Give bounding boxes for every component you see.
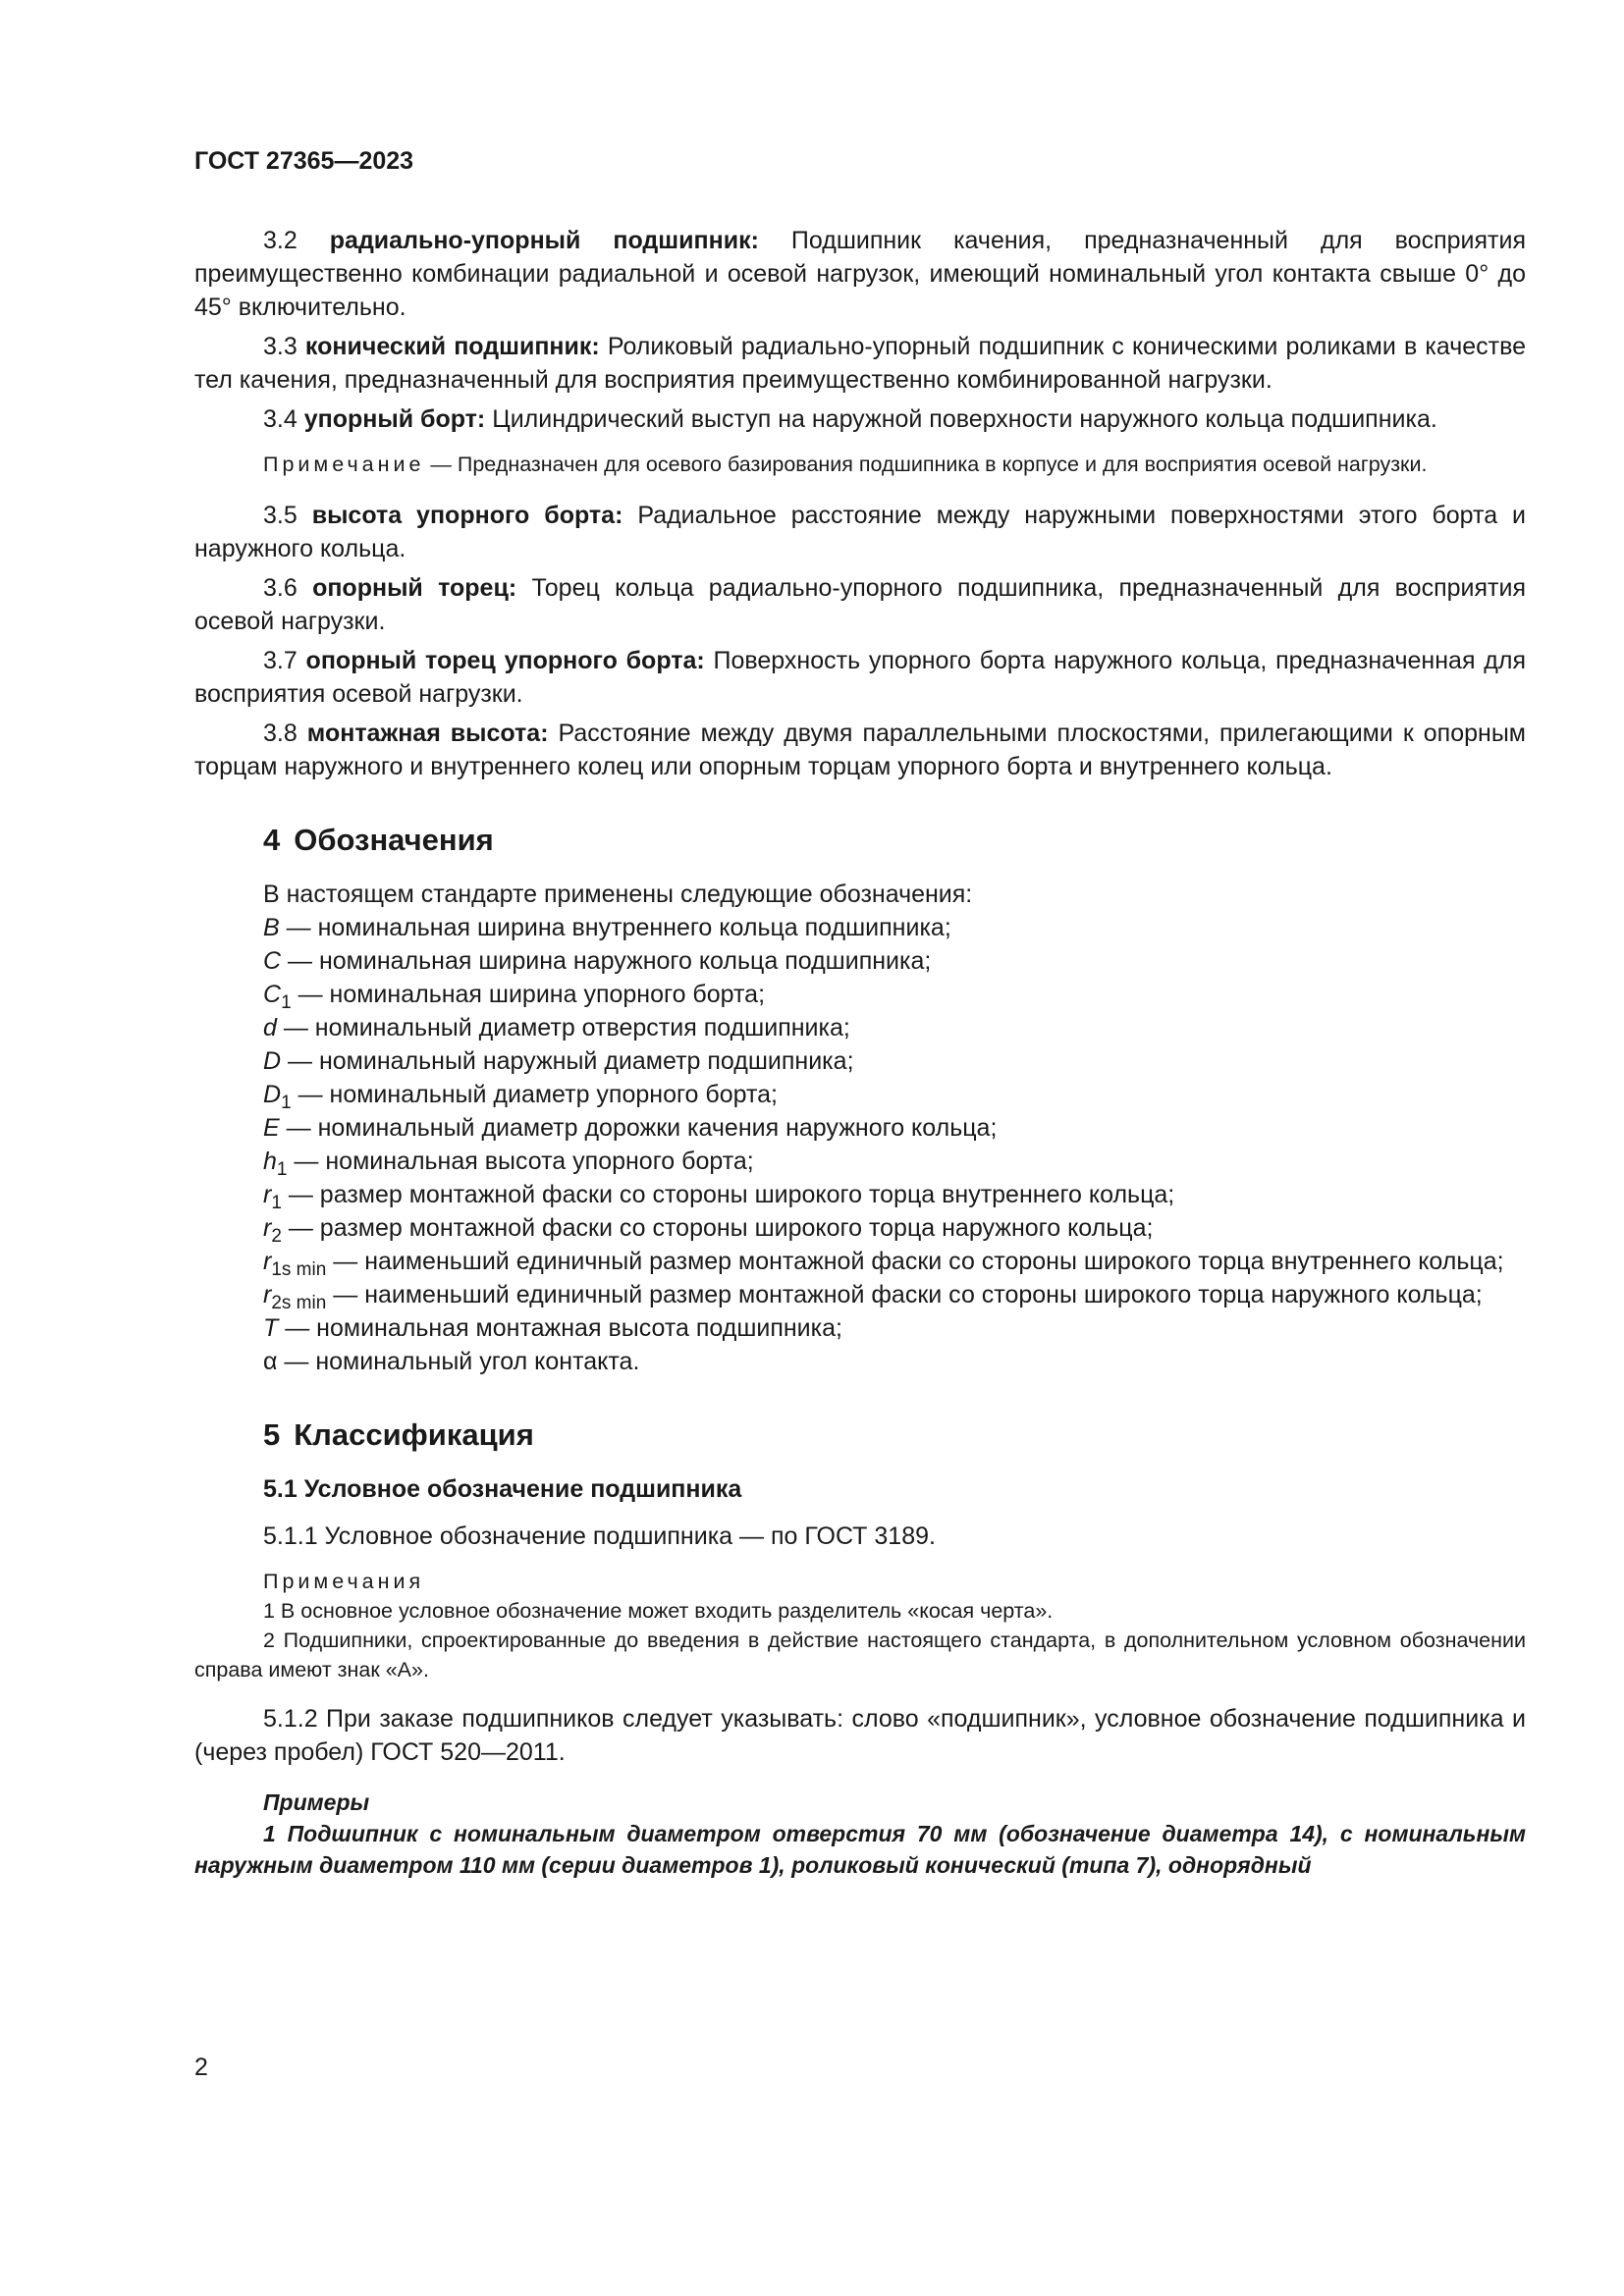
symbol-item: d — номинальный диаметр отверстия подшипника; — [263, 1014, 850, 1041]
examples-block — [194, 1787, 1526, 1881]
note-3-4: Примечание — Предназначен для осевого базирования подшипника в корпусе и для восприятия осевой нагрузки. — [263, 453, 1428, 476]
symbol-item: C — номинальная ширина наружного кольца подшипника; — [263, 947, 932, 975]
section-4-heading: 4 Обозначения — [263, 823, 494, 857]
notes-block — [194, 1567, 1526, 1684]
term-3-2: 3.2 радиально-упорный подшипник: Подшипник качения, предназначенный для восприятия преимущественно комбинации радиальной и осевой нагрузок, имеющий номинальный угол контакта свыше 0° до 45° включительно. — [194, 227, 1526, 321]
symbol-item: $r_{1s min}$ — наименьший единичный размер монтажной фаски со стороны широкого торца внутреннего кольца; — [263, 1248, 1504, 1280]
symbol-item: $h_1$ — номинальная высота упорного борта; — [263, 1148, 754, 1180]
paragraph-5-1-1: 5.1.1 Условное обозначение подшипника — по ГОСТ 3189. — [263, 1522, 936, 1550]
symbol-item: $D_1$ — номинальный диаметр упорного борта; — [263, 1081, 778, 1113]
term-3-4: 3.4 упорный борт: Цилиндрический выступ на наружной поверхности наружного кольца подшипника. — [263, 405, 1437, 433]
term-3-7: 3.7 опорный торец упорного борта: Поверхность упорного борта наружного кольца, предназначенная для восприятия осевой нагрузки. — [194, 647, 1526, 708]
symbol-item: $r_{2s min}$ — наименьший единичный размер монтажной фаски со стороны широкого торца наружного кольца; — [263, 1281, 1483, 1313]
paragraph-5-1-2: 5.1.2 При заказе подшипников следует указывать: слово «подшипник», условное обозначение подшипника и (через пробел) ГОСТ 520—2011. — [194, 1705, 1526, 1766]
subsection-5-1-heading: 5.1 Условное обозначение подшипника — [263, 1475, 742, 1503]
symbols-list — [194, 911, 1526, 1378]
note-item: 1 В основное условное обозначение может входить разделитель «косая черта». — [263, 1599, 1054, 1623]
symbol-item: B — номинальная ширина внутреннего кольца подшипника; — [263, 914, 951, 941]
symbol-item: E — номинальный диаметр дорожки качения наружного кольца; — [263, 1114, 998, 1142]
symbol-item: $r_1$ — размер монтажной фаски со стороны широкого торца внутреннего кольца; — [263, 1181, 1175, 1213]
section-5-heading: 5 Классификация — [263, 1417, 534, 1452]
term-3-5: 3.5 высота упорного борта: Радиальное расстояние между наружными поверхностями этого борта и наружного кольца. — [194, 502, 1526, 562]
example-item: 1 Подшипник с номинальным диаметром отверстия 70 мм (обозначение диаметра 14), с номинальным наружным диаметром 110 мм (серии диаметров 1), роликовый конический (типа 7), однорядный — [194, 1821, 1526, 1878]
symbol-item: D — номинальный наружный диаметр подшипника; — [263, 1047, 854, 1075]
term-3-6: 3.6 опорный торец: Торец кольца радиально-упорного подшипника, предназначенный для восприятия осевой нагрузки. — [194, 574, 1526, 635]
symbol-item: $C_1$ — номинальная ширина упорного борта; — [263, 981, 766, 1013]
notes-title: Примечания — [263, 1570, 425, 1593]
symbol-item: α — номинальный угол контакта. — [263, 1348, 640, 1375]
symbol-item: $r_2$ — размер монтажной фаски со стороны широкого торца наружного кольца; — [263, 1214, 1154, 1247]
section-4-intro: В настоящем стандарте применены следующие обозначения: — [263, 881, 973, 908]
term-3-8: 3.8 монтажная высота: Расстояние между двумя параллельными плоскостями, прилегающими к опорным торцам наружного и внутреннего колец или опорным торцам упорного борта и внутреннего кольца. — [194, 720, 1526, 780]
document-code: ГОСТ 27365—2023 — [194, 147, 414, 175]
examples-title: Примеры — [263, 1789, 370, 1815]
term-3-3: 3.3 конический подшипник: Роликовый радиально-упорный подшипник с коническими роликами в качестве тел качения, предназначенный для восприятия преимущественно комбинированной нагрузки. — [194, 333, 1526, 394]
note-item: 2 Подшипники, спроектированные до введения в действие настоящего стандарта, в дополнительном условном обозначении справа имеют знак «А». — [194, 1629, 1526, 1682]
page-number: 2 — [194, 2054, 208, 2081]
page-body — [194, 224, 1526, 1881]
symbol-item: T — номинальная монтажная высота подшипника; — [263, 1314, 842, 1342]
